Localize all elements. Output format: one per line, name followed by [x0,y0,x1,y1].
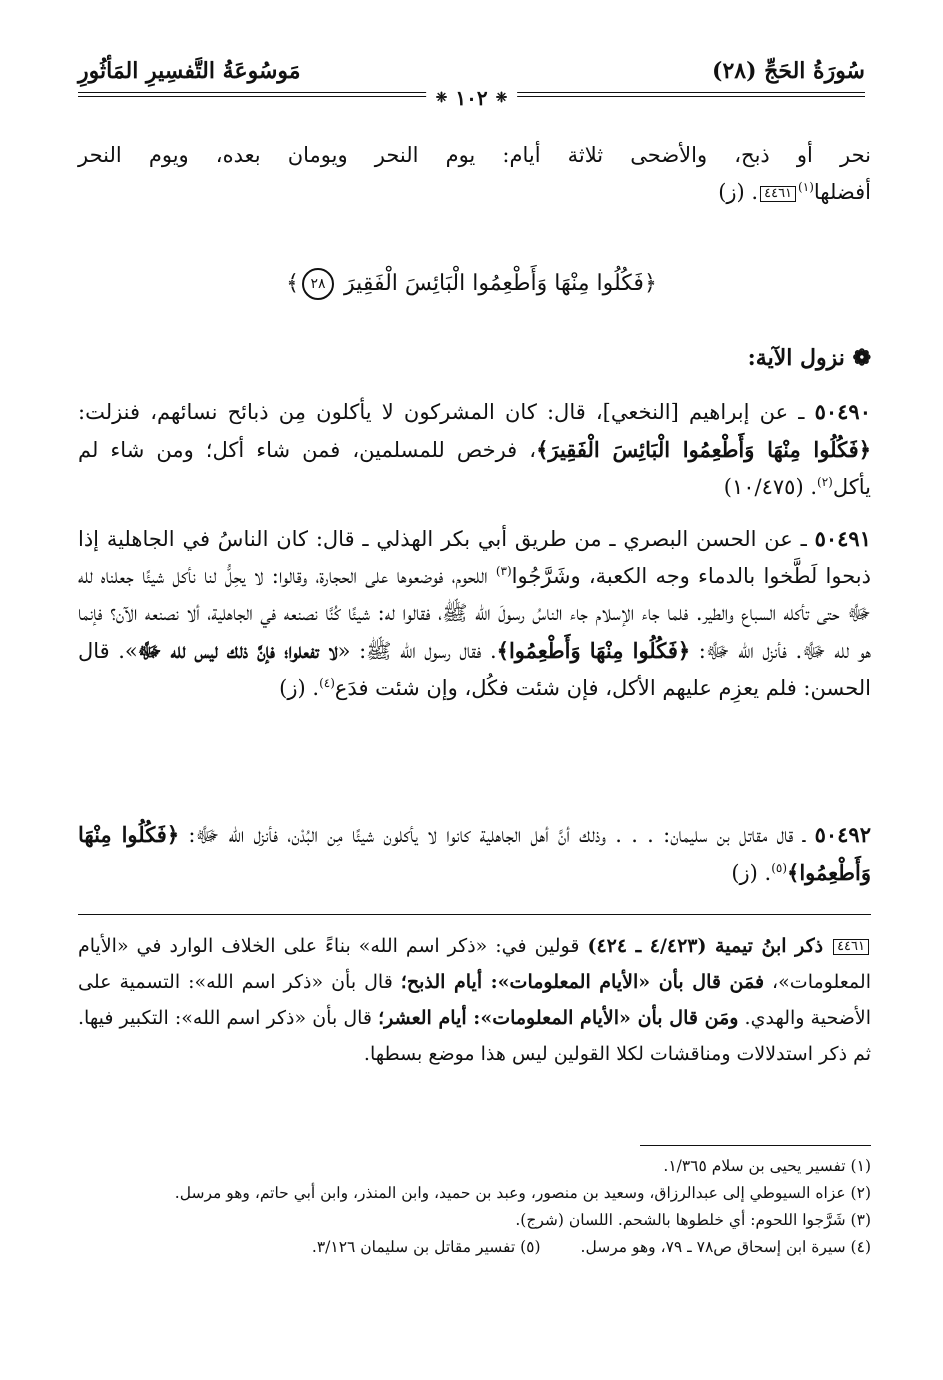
report-number: ٥٠٤٩٢ [814,822,871,847]
hadith-bold: لا تفعلوا؛ فإنَّ ذلك ليس لله ﷻ [137,638,338,663]
footnote-3: (٣) شَرَّجوا اللحوم: أي خلطوها بالشحم. اللسان (شرج). [515,1211,871,1229]
ornament-icon: ❈ [435,90,448,106]
footnote-ref[interactable]: (١) [798,180,814,194]
intro-line-2 [78,174,871,211]
report-text: ». قال الحسن: فلم يعزِم عليهم الأكل، فإن شئت فكُل، وإن شئت فدَع [78,639,871,700]
verse-text: ﴿فَكُلُوا مِنْهَا وَأَطْعِمُوا الْبَائِسَ الْفَقِيرَ [344,271,657,296]
footnote-row-4-5 [78,1234,871,1261]
quran-quote: ﴿فَكُلُوا مِنْهَا وَأَطْعِمُوا الْبَائِسَ الْفَقِيرَ﴾ [536,437,872,462]
commentary-ref-box[interactable]: ٤٤٦١ [760,186,796,202]
intro-text: أفضلها [813,180,871,204]
footnote-5: (٥) تفسير مقاتل بن سليمان ٣/١٢٦. [311,1238,541,1256]
commentary-bold: ومَن قال بأن «الأيام المعلومات»: أيام العشر؛ [378,1007,739,1029]
report-number: ٥٠٤٩١ [814,526,871,551]
intro-paragraph [78,137,871,211]
surah-title: سُورَةُ الحَجِّ (٢٨) [712,58,865,84]
page-number-block [426,86,518,110]
footnotes [78,1153,871,1261]
report-number: ٥٠٤٩٠ [814,399,871,424]
report-text: ، فرخص للمسلمين، فمن شاء أكل؛ ومن شاء لم يأكل [78,438,871,499]
footnote-ref[interactable]: (٤) [319,676,335,690]
commentary-text: قولين في: «ذكر اسم الله» بناءً على الخلاف الوارد في «الأيام المعلومات»، [78,935,871,993]
footnote-1: (١) تفسير يحيى بن سلام ١/٣٦٥. [663,1157,871,1175]
section-heading [748,345,871,371]
quran-quote: ﴿فَكُلُوا مِنْهَا وَأَطْعِمُوا﴾ [496,638,691,663]
footnotes-divider [640,1145,871,1146]
page-number: ١٠٢ [455,86,488,110]
commentary-text: قال بأن «ذكر اسم الله»: التكبير فيها. ثم ذكر استدلالات ومناقشات لكلا القولين ليس هذا موضع بسطها. [78,1007,871,1065]
footnote-ref[interactable]: (٢) [817,475,833,489]
report-text: ـ عن الحسن البصري ـ من طريق أبي بكر الهذلي ـ قال: كان الناسُ في الجاهلية إذا ذبحوا لَطَّخوا بالدماء وجه الكعبة، وشَرَّجُوا [78,527,871,588]
report-50491 [78,520,871,707]
page-header [78,52,865,122]
report-text: ـ عن إبراهيم [النخعي]، قال: كان المشركون لا يأكلون مِن ذبائح نسائهم، فنزلت: [78,400,815,424]
report-text: . فقال رسول الله ﷺ: « [337,639,497,663]
report-text: ـ قال مقاتل بن سليمان: . . . وذلك أنَّ أهل الجاهلية كانوا لا يأكلون شيئًا مِن البُدْن، فأنزل الله ﷻ: [179,823,815,847]
report-50492 [78,816,871,892]
commentary-id-box: ٤٤٦١ [833,939,869,955]
quran-verse [0,268,943,300]
commentary-text: قال بأن «ذكر اسم الله»: التسمية على الأضحية والهدي. [78,971,871,1029]
report-50490 [78,393,871,506]
commentary-note [78,928,871,1072]
footnote-ref[interactable]: (٣) [495,564,512,578]
verse-close: ﴾ [286,271,300,296]
report-text: اللحوم، فوضعوها على الحجارة، وقالوا: لا يحِلُّ لنا نأكل شيئًا جعلناه لله ﷻ حتى تأكله السباع والطير. فلما جاء الإسلام جاء الناسُ رسولَ الله ﷺ، فقالوا له: شيئًا كُنَّا نصنعه في الجاهلية، ألا نصنعه الآن؟ فإنما هو لله ﷻ. فأنزل الله ﷻ: [78,564,871,663]
section-title: نزول الآية: [747,345,845,371]
report-code: . (ز) [279,676,320,700]
commentary-divider [78,914,871,915]
footnote-2: (٢) عزاه السيوطي إلى عبدالرزاق، وسعيد بن منصور، وعبد بن حميد، وابن المنذر، وابن أبي حاتم، وهو مرسل. [174,1184,871,1202]
verse-number: ٢٨ [302,268,334,300]
book-title: مَوسُوعَةُ التَّفسِيرِ المَأثُورِ [78,58,301,84]
intro-code: . (ز) [718,180,759,204]
quran-quote: ﴿فَكُلُوا مِنْهَا وَأَطْعِمُوا﴾ [78,822,871,885]
intro-line-1: نحر أو ذبح، والأضحى ثلاثة أيام: يوم النحر ويومان بعده، ويوم النحر [78,143,871,167]
report-code: . (ز) [731,861,772,885]
volume-reference: . (١٠/٤٧٥) [723,475,818,499]
ornament-icon: ❈ [495,90,508,106]
footnote-4: (٤) سيرة ابن إسحاق ص٧٨ ـ ٧٩، وهو مرسل. [580,1238,871,1256]
commentary-author: ذكر ابنُ تيمية (٤/٤٢٣ ـ ٤٢٤) [587,935,824,957]
flower-ornament-icon: ❁ [852,345,871,371]
footnote-ref[interactable]: (٥) [771,861,788,875]
commentary-bold: فمَن قال بأن «الأيام المعلومات»: أيام الذبح؛ [400,971,765,993]
